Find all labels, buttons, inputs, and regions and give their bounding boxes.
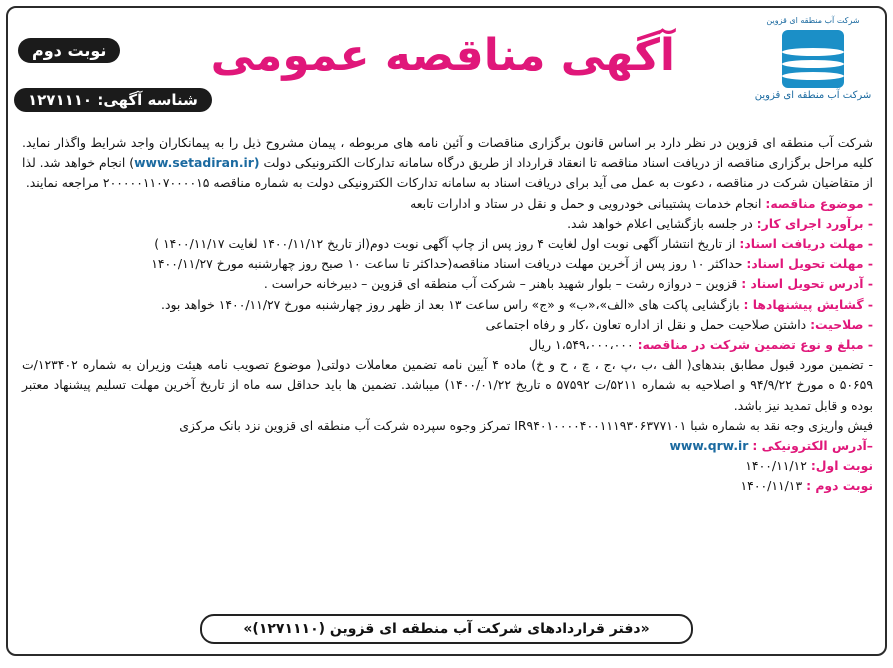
item-opening: - گشایش پیشنهادها : بازگشایی پاکت های «الف»،«ب» و «ج» راس ساعت ۱۳ بعد از ظهر روز چهارشنبه مورخ ۱۴۰۰/۱۱/۲۷ خواهد بود. — [161, 296, 873, 312]
footer-contract-office: «دفتر قراردادهای شرکت آب منطقه ای قزوین (۱۲۷۱۱۱۰)» — [200, 614, 693, 644]
qrw-link[interactable]: www.qrw.ir — [669, 438, 749, 454]
intro-text-2: ) انجام خواهد شد. لذا از متقاضیان شرکت در مناقصه ، دعوت به عمل می آید برای دریافت اسناد به سامانه تدارکات الکترونیکی دولت به شماره مناقصه ۲۰۰۰۰۰۱۱۰۷۰۰۰۰۱۵ مراجعه نمایند. — [22, 155, 873, 191]
logo-org-top: شرکت آب منطقه ای قزوین — [766, 16, 860, 25]
setad-link[interactable]: (www.setadiran.ir — [134, 155, 260, 171]
turn-1: نوبت اول: ۱۴۰۰/۱۱/۱۲ — [745, 458, 873, 474]
item-subject: - موضوع مناقصه: انجام خدمات پشتیبانی خودرویی و حمل و نقل در ستاد و ادارات تابعه — [410, 195, 873, 211]
intro-text: شرکت آب منطقه ای قزوین در نظر دارد بر اساس قانون برگزاری مناقصات و آئین نامه های مربوطه ، پیمان مشروح ذیل را به پیمانکاران واجد شرایط واگذار نماید. کلیه مراحل برگزاری مناقصه از دریافت اسناد مناقصه تا انعقاد قرارداد از طریق درگاه سامانه تدارکات الکترونیکی دولت — [22, 135, 874, 171]
guarantee-paragraph: - تضمین مورد قبول مطابق بندهای( الف ،ب ،پ ،ج ، چ ، ح و خ) ماده ۴ آیین نامه تضمین معاملات دولتی( موضوع تصویب نامه هیئت وزیران به شماره ۱۲۳۴۰۲/ت ۵۰۶۵۹ ه مورخ ۹۴/۹/۲۲ و اصلاحیه به شماره ۵۲۱۱/ت ۵۷۵۹۲ ه تاریخ ۱۴۰۰/۰۱/۲۲) میباشد. تضمین ها باید حداقل سه ماه از تاریخ آخرین مهلت تسلیم پیشنهاد معتبر بوده و قابل تمدید نیز باشد. — [22, 357, 873, 413]
deposit-paragraph: فیش واریزی وجه نقد به شماره شبا IR۹۴۰۱۰۰۰۰۴۰۰۱۱۱۹۳۰۶۳۷۷۱۰۱ تمرکز وجوه سپرده شرکت آب منطقه ای قزوین نزد بانک مرکزی — [179, 417, 873, 433]
page-title: آگهی مناقصه عمومی — [210, 30, 675, 81]
notice-body — [22, 133, 873, 497]
ad-id-badge: شناسه آگهی: ۱۲۷۱۱۱۰ — [14, 88, 212, 112]
web-address: –آدرس الکترونیکی : www.qrw.ir — [669, 438, 873, 454]
item-receive-deadline: - مهلت دریافت اسناد: از تاریخ انتشار آگهی نوبت اول لغایت ۴ روز پس از چاپ آگهی نوبت دوم(از تاریخ ۱۴۰۰/۱۱/۱۲ لغایت ۱۴۰۰/۱۱/۱۷ ) — [154, 236, 873, 252]
item-estimate: - برآورد اجرای کار: در جلسه بازگشایی اعلام خواهد شد. — [567, 215, 873, 231]
turn-2: نوبت دوم : ۱۴۰۰/۱۱/۱۳ — [740, 478, 873, 494]
item-delivery-deadline: - مهلت تحویل اسناد: حداکثر ۱۰ روز پس از آخرین مهلت دریافت اسناد مناقصه(حداکثر تا ساعت ۱۰ صبح روز چهارشنبه مورخ ۱۴۰۰/۱۱/۲۷ — [151, 256, 873, 272]
logo-org-name: شرکت آب منطقه ای قزوین — [754, 90, 872, 101]
company-logo — [753, 16, 873, 131]
tender-notice — [6, 6, 887, 656]
item-delivery-address: - آدرس تحویل اسناد : قزوین – دروازه رشت – بلوار شهید باهنر – شرکت آب منطقه ای قزوین – دبیرخانه حراست . — [263, 276, 873, 292]
turn-badge: نوبت دوم — [18, 38, 120, 63]
item-qualification: - صلاحیت: داشتن صلاحیت حمل و نقل از اداره تعاون ،کار و رفاه اجتماعی — [485, 316, 873, 332]
water-logo-icon — [782, 30, 844, 88]
intro-paragraph — [22, 133, 873, 194]
item-guarantee-amount: - مبلغ و نوع تضمین شرکت در مناقصه: ۱،۵۴۹،۰۰۰،۰۰۰ ریال — [528, 337, 873, 353]
